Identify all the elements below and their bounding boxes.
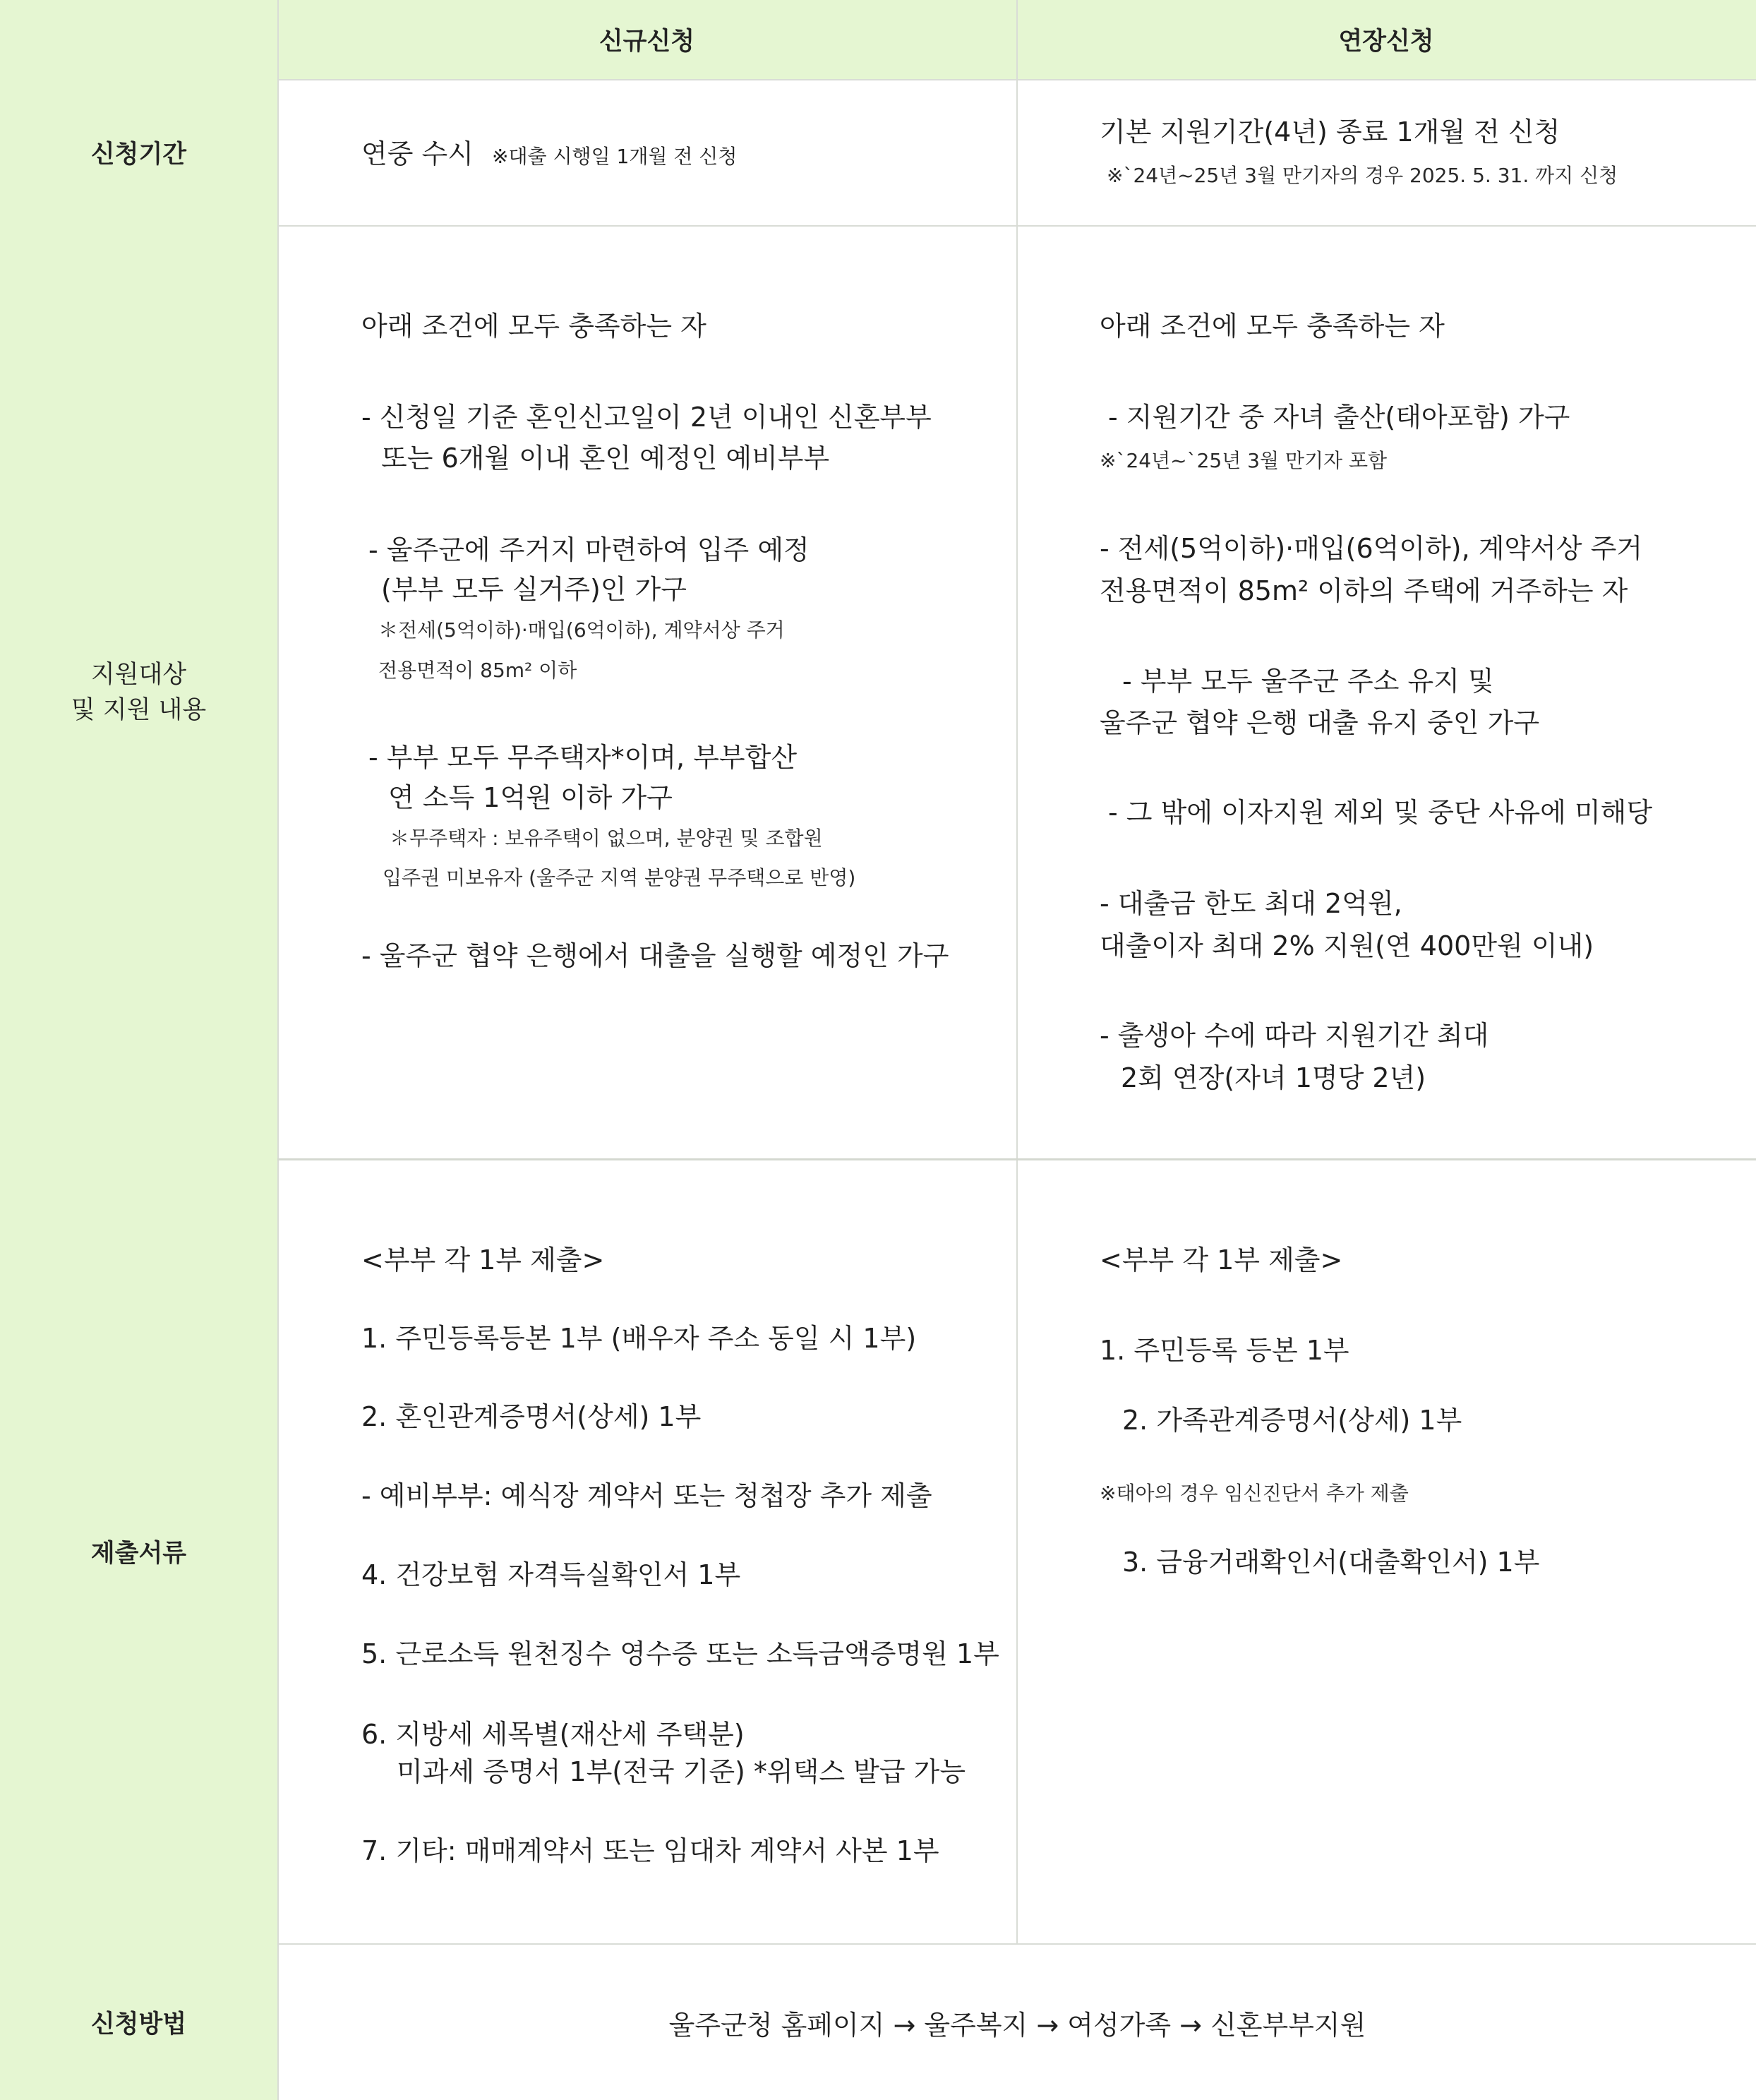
docs-ext-d2: 2. 가족관계증명서(상세) 1부 — [1122, 1405, 1462, 1436]
target-ext-item4: - 그 밖에 이자지원 제외 및 중단 사유에 미해당 — [1108, 797, 1653, 828]
docs-new-d1: 1. 주민등록등본 1부 (배우자 주소 동일 시 1부) — [361, 1323, 917, 1354]
docs-new-d6-l1: 6. 지방세 세목별(재산세 주택분) — [361, 1719, 745, 1750]
target-new-item2-n1: ＊전세(5억이하)·매입(6억이하), 계약서상 주거 — [378, 618, 785, 642]
target-new-item3-l1: - 부부 모두 무주택자*이며, 부부합산 — [368, 742, 798, 773]
docs-new-d5: 5. 근로소득 원천징수 영수증 또는 소득금액증명원 1부 — [361, 1638, 999, 1669]
target-new-item4: - 울주군 협약 은행에서 대출을 실행할 예정인 가구 — [361, 940, 949, 971]
target-new-item3-n1: ＊무주택자 : 보유주택이 없으며, 분양권 및 조합원 — [390, 827, 823, 850]
docs-ext-d2-note: ※태아의 경우 임신진단서 추가 제출 — [1100, 1482, 1409, 1505]
header-extend-label: 연장신청 — [1338, 28, 1434, 56]
docs-new-d3: - 예비부부: 예식장 계약서 또는 청첩장 추가 제출 — [361, 1480, 932, 1511]
row-label-period: 신청기간 — [0, 79, 277, 225]
target-ext-item6-l1: - 출생아 수에 따라 지원기간 최대 — [1100, 1020, 1489, 1051]
target-new-item2-l2: (부부 모두 실거주)인 가구 — [381, 574, 687, 605]
method-value: 울주군청 홈페이지 → 울주복지 → 여성가족 → 신혼부부지원 — [668, 2009, 1366, 2041]
header-extend — [1016, 0, 1756, 79]
target-new-intro: 아래 조건에 모두 충족하는 자 — [361, 311, 706, 342]
target-new-item1-l2: 또는 6개월 이내 혼인 예정인 예비부부 — [381, 443, 830, 474]
target-ext-item1: - 지원기간 중 자녀 출산(태아포함) 가구 — [1108, 402, 1570, 433]
header-new-label: 신규신청 — [599, 28, 695, 56]
docs-new-d6-l2: 미과세 증명서 1부(전국 기준) *위택스 발급 가능 — [397, 1756, 966, 1787]
target-new-item2-l1: - 울주군에 주거지 마련하여 입주 예정 — [368, 534, 810, 565]
target-new-item3-l2: 연 소득 1억원 이하 가구 — [388, 782, 673, 813]
docs-ext-heading: <부부 각 1부 제출> — [1100, 1244, 1343, 1276]
period-new-main: 연중 수시 ※대출 시행일 1개월 전 신청 — [361, 138, 738, 169]
target-ext-item3-l1: - 부부 모두 울주군 주소 유지 및 — [1122, 666, 1494, 697]
target-new-item1-l1: - 신청일 기준 혼인신고일이 2년 이내인 신혼부부 — [361, 402, 932, 433]
docs-new-d4: 4. 건강보험 자격득실확인서 1부 — [361, 1559, 741, 1590]
row-label-target: 지원대상 및 지원 내용 — [0, 225, 277, 1159]
docs-ext-d3: 3. 금융거래확인서(대출확인서) 1부 — [1122, 1547, 1540, 1578]
target-ext-item1-note: ※`24년~`25년 3월 만기자 포함 — [1100, 449, 1388, 472]
header-corner — [0, 0, 277, 79]
target-ext-intro: 아래 조건에 모두 충족하는 자 — [1100, 311, 1445, 342]
target-ext-item2-l2: 전용면적이 85m² 이하의 주택에 거주하는 자 — [1100, 575, 1628, 606]
docs-new-d2: 2. 혼인관계증명서(상세) 1부 — [361, 1401, 702, 1432]
target-ext-item6-l2: 2회 연장(자녀 1명당 2년) — [1121, 1062, 1426, 1093]
target-new-item3-n2: 입주권 미보유자 (울주군 지역 분양권 무주택으로 반영) — [383, 866, 856, 889]
row-label-docs: 제출서류 — [0, 1159, 277, 1944]
docs-new-d7: 7. 기타: 매매계약서 또는 임대차 계약서 사본 1부 — [361, 1835, 939, 1866]
header-new — [277, 0, 1016, 79]
target-ext-item3-l2: 울주군 협약 은행 대출 유지 중인 가구 — [1100, 707, 1540, 738]
docs-ext-d1: 1. 주민등록 등본 1부 — [1100, 1335, 1349, 1366]
method-value-cell — [279, 1945, 1756, 2100]
period-new-note: ※대출 시행일 1개월 전 신청 — [492, 145, 738, 168]
target-ext-item5-l1: - 대출금 한도 최대 2억원, — [1100, 888, 1402, 919]
docs-new-heading: <부부 각 1부 제출> — [361, 1244, 605, 1276]
target-ext-item5-l2: 대출이자 최대 2% 지원(연 400만원 이내) — [1100, 930, 1594, 961]
row-label-method: 신청방법 — [0, 1944, 277, 2100]
target-new-item2-n2: 전용면적이 85m² 이하 — [378, 659, 577, 682]
period-extend-note: ※`24년~25년 3월 만기자의 경우 2025. 5. 31. 까지 신청 — [1107, 164, 1618, 187]
target-ext-item2-l1: - 전세(5억이하)·매입(6억이하), 계약서상 주거 — [1100, 533, 1643, 564]
period-extend-main: 기본 지원기간(4년) 종료 1개월 전 신청 — [1100, 116, 1560, 148]
